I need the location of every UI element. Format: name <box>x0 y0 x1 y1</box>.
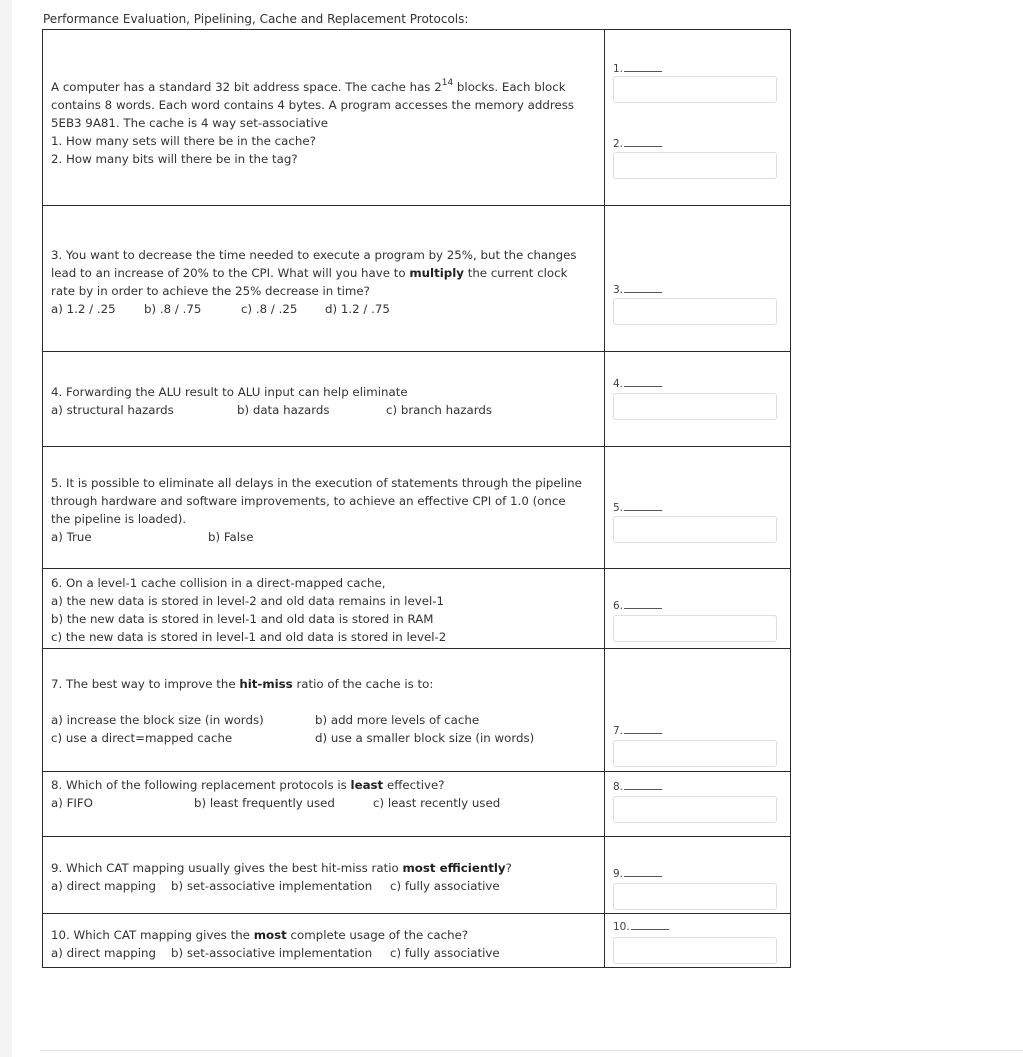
option-a: a) the new data is stored in level-2 and old data remains in level-1 <box>51 594 445 608</box>
answer-cell-5 <box>605 447 791 569</box>
option-a: a) direct mapping <box>51 879 156 893</box>
question-4-text: 4. Forwarding the ALU result to ALU input can help eliminate a) structural hazards b) data hazards c) branch hazards <box>51 385 492 417</box>
option-b: b) False <box>208 530 254 544</box>
option-a: a) increase the block size (in words) <box>51 713 264 727</box>
question-9-text: 9. Which CAT mapping usually gives the best hit-miss ratio most efficiently? a) direct mapping b) set-associative implementation c) fully associative <box>51 861 512 893</box>
footer-divider <box>40 1050 1023 1051</box>
question-1-prompt: 1. How many sets will there be in the cache? <box>51 134 316 148</box>
answer-input-3[interactable] <box>613 298 777 325</box>
option-b: b) set-associative implementation <box>171 946 373 960</box>
answer-label-7: 7. <box>613 724 662 737</box>
option-a: a) True <box>51 530 92 544</box>
question-row-7 <box>43 649 791 772</box>
question-row-9 <box>43 837 791 914</box>
answer-input-6[interactable] <box>613 615 777 642</box>
question-cell-3 <box>43 206 605 352</box>
question-row-8 <box>43 772 791 837</box>
question-3-text: 3. You want to decrease the time needed to execute a program by 25%, but the changes lead to an increase of 20% to the CPI. What will you have to multiply the current clock rate by in order to achieve the 25% decrease in time? a) 1.2 / .25 b) .8 / .75 c) .8 / .25 d) 1.2 / .75 <box>51 248 577 316</box>
option-c: c) branch hazards <box>386 403 492 417</box>
question-table <box>42 29 791 968</box>
question-cell-9 <box>43 837 605 914</box>
left-margin-bar <box>0 0 12 1057</box>
answer-cell-4 <box>605 352 791 447</box>
answer-label-9: 9. <box>613 867 662 880</box>
option-a: a) structural hazards <box>51 403 174 417</box>
answer-input-5[interactable] <box>613 516 777 543</box>
question-1-text: A computer has a standard 32 bit address space. The cache has $2^{14}$ blocks. Each block contains 8 words. Each word contains 4 bytes. A program accesses the memory address 5EB3 9A81. The cache is 4 way set-associative 1. How many sets will there be in the cache? 2. How many bits will there be in the tag? <box>51 78 574 166</box>
answer-label-4: 4. <box>613 377 662 390</box>
option-b: b) data hazards <box>237 403 330 417</box>
option-a: a) FIFO <box>51 796 93 810</box>
answer-label-3: 3. <box>613 283 662 296</box>
question-row-4 <box>43 352 791 447</box>
question-cell-5 <box>43 447 605 569</box>
answer-cell-6 <box>605 569 791 649</box>
answer-cell-1-2 <box>605 30 791 206</box>
answer-input-7[interactable] <box>613 740 777 767</box>
question-10-text: 10. Which CAT mapping gives the most complete usage of the cache? a) direct mapping b) set-associative implementation c) fully associative <box>51 928 500 960</box>
page-title: Performance Evaluation, Pipelining, Cache and Replacement Protocols: <box>43 12 469 26</box>
question-cell-6 <box>43 569 605 649</box>
option-b: b) set-associative implementation <box>171 879 373 893</box>
answer-input-10[interactable] <box>613 937 777 964</box>
answer-cell-7 <box>605 649 791 772</box>
question-row-3 <box>43 206 791 352</box>
question-row-5 <box>43 447 791 569</box>
question-cell-10 <box>43 914 605 968</box>
answer-cell-10 <box>605 914 791 968</box>
question-cell-1 <box>43 30 605 206</box>
option-b: b) add more levels of cache <box>315 713 480 727</box>
option-b: b) least frequently used <box>194 796 335 810</box>
answer-label-6: 6. <box>613 599 662 612</box>
question-row-1 <box>43 30 791 206</box>
option-c: c) the new data is stored in level-1 and old data is stored in level-2 <box>51 630 447 644</box>
option-c: c) fully associative <box>390 879 500 893</box>
answer-input-1[interactable] <box>613 76 777 103</box>
answer-label-10: 10. <box>613 920 669 933</box>
option-c: c) least recently used <box>373 796 501 810</box>
question-cell-7 <box>43 649 605 772</box>
answer-label-8: 8. <box>613 780 662 793</box>
question-cell-4 <box>43 352 605 447</box>
question-7-text: 7. The best way to improve the hit-miss ratio of the cache is to: a) increase the block size (in words) b) add more levels of cache c) use a direct=mapped cache d) use a smaller block size (in words) <box>51 677 535 745</box>
option-c: c) fully associative <box>390 946 500 960</box>
answer-cell-3 <box>605 206 791 352</box>
answer-input-8[interactable] <box>613 796 777 823</box>
option-a: a) 1.2 / .25 <box>51 302 116 316</box>
question-5-text: 5. It is possible to eliminate all delays in the execution of statements through the pipeline through hardware and software improvements, to achieve an effective CPI of 1.0 (once the pipeline is loaded). a) True b) False <box>51 476 582 544</box>
answer-label-2: 2. <box>613 137 662 150</box>
option-a: a) direct mapping <box>51 946 156 960</box>
question-cell-8 <box>43 772 605 837</box>
question-2-prompt: 2. How many bits will there be in the tag? <box>51 152 298 166</box>
option-d: d) 1.2 / .75 <box>325 302 390 316</box>
answer-input-9[interactable] <box>613 883 777 910</box>
option-b: b) .8 / .75 <box>144 302 202 316</box>
answer-cell-8 <box>605 772 791 837</box>
question-8-text: 8. Which of the following replacement protocols is least effective? a) FIFO b) least frequently used c) least recently used <box>51 778 501 810</box>
answer-cell-9 <box>605 837 791 914</box>
question-row-6 <box>43 569 791 649</box>
option-c: c) use a direct=mapped cache <box>51 731 233 745</box>
question-row-10 <box>43 914 791 968</box>
option-c: c) .8 / .25 <box>241 302 298 316</box>
answer-label-1: 1. <box>613 62 662 75</box>
answer-input-4[interactable] <box>613 393 777 420</box>
question-6-text: 6. On a level-1 cache collision in a direct-mapped cache, a) the new data is stored in level-2 and old data remains in level-1 b) the new data is stored in level-1 and old data is stored in RAM c) the new data is stored in level-1 and old data is stored in level-2 <box>51 576 447 644</box>
answer-input-2[interactable] <box>613 152 777 179</box>
option-b: b) the new data is stored in level-1 and old data is stored in RAM <box>51 612 434 626</box>
option-d: d) use a smaller block size (in words) <box>315 731 535 745</box>
answer-label-5: 5. <box>613 501 662 514</box>
